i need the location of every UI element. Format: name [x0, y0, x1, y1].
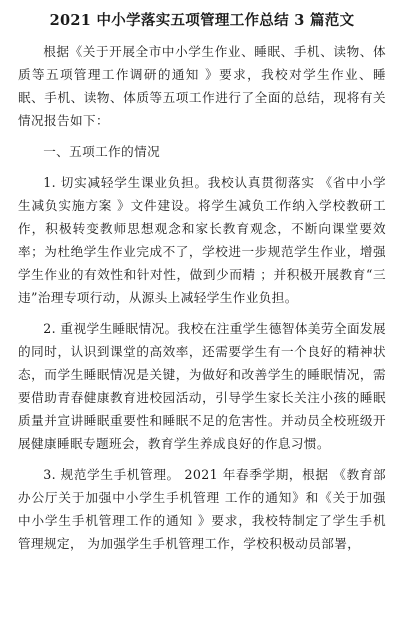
- document-title: 2021 中小学落实五项管理工作总结 3 篇范文: [49, 12, 355, 29]
- item-paragraph-3: 3. 规范学生手机管理。 2021 年春季学期，根据 《教育部办公厅关于加强中小学生手机管理 工作的通知》和《关于加强中小学生手机管理工作的通知 》要求，我校特制定了学生手机管理规定， 为加强学生手机管理工作，学校积极动员部署，: [18, 467, 386, 551]
- intro-paragraph: 根据《关于开展全市中小学生作业、睡眠、手机、读物、体质等五项管理工作调研的通知 》要求，我校对学生作业、睡眠、手机、读物、体质等五项工作进行了全面的总结，现将有关情况报告如下：: [18, 44, 386, 128]
- item-paragraph-2: 2. 重视学生睡眠情况。我校在注重学生德智体美劳全面发展的同时，认识到课堂的高效率，还需要学生有一个良好的精神状态，而学生睡眠情况是关键，为做好和改善学生的睡眠情况，需要借助青春健康教育进校园活动，引导学生家长关注小孩的睡眠质量并宣讲睡眠重要性和睡眠不足的危害性。并动员全校班级开展健康睡眠专题班会，教育学生养成良好的作息习惯。: [18, 321, 386, 451]
- item-paragraph-1: 1. 切实减轻学生课业负担。我校认真贯彻落实 《省中小学生减负实施方案 》文件建设。将学生减负工作纳入学校教研工作，积极转变教师思想观念和家长教育观念，不断向课堂要效率；为杜绝学生作业完成不了，学校进一步规范学生作业，增强学生作业的有效性和针对性，做到少而精 ；并积极开展教育“三违”治理专项行动，从源头上减轻学生作业负担。: [18, 175, 386, 305]
- spacer: [18, 132, 386, 140]
- spacer: [18, 163, 386, 171]
- document-page: [0, 10, 400, 618]
- section-heading: 一、五项工作的情况: [43, 144, 161, 159]
- spacer: [18, 309, 386, 317]
- spacer: [18, 455, 386, 463]
- spacer: [18, 32, 386, 40]
